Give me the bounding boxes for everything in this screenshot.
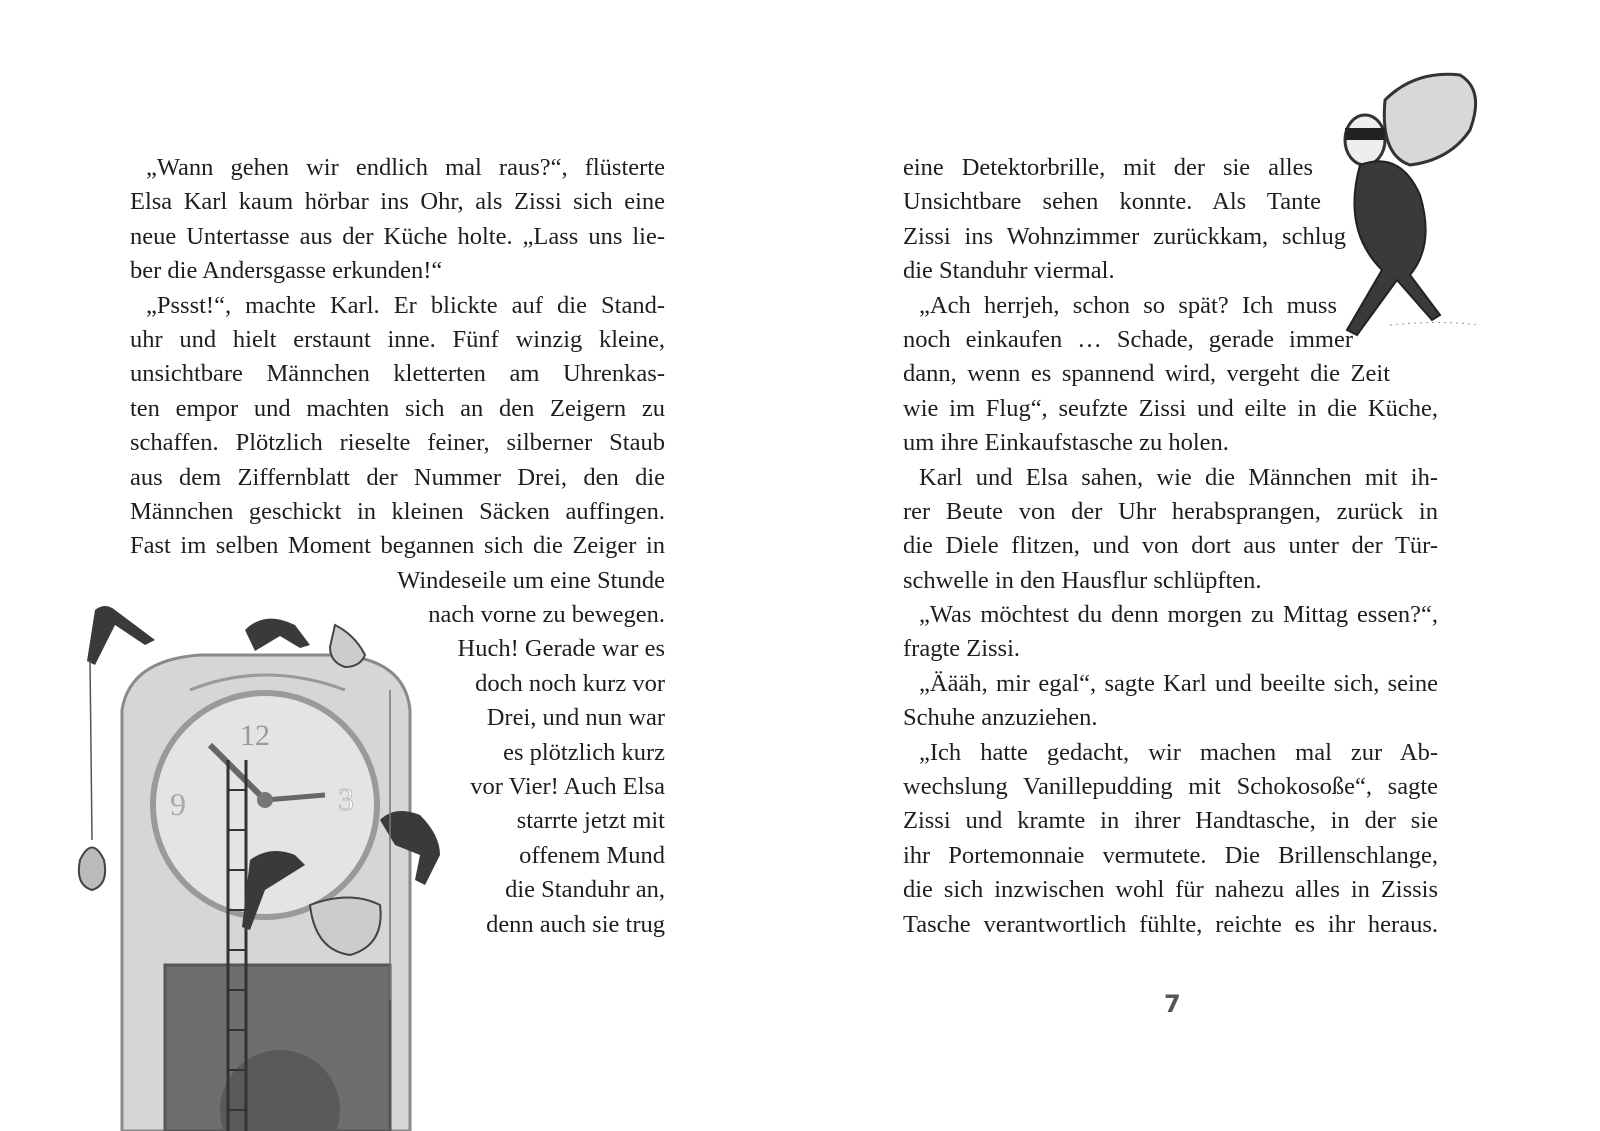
text-line: eine Detektorbrille, mit der sie alles xyxy=(903,154,1313,181)
text-line: „Ich hatte gedacht, wir machen mal zur Ab- xyxy=(919,738,1438,766)
text-line: die sich inzwischen wohl für nahezu alles in Zissis xyxy=(903,876,1438,904)
text-line: Zissi und kramte in ihrer Handtasche, in der sie xyxy=(903,807,1438,835)
text-line: dann, wenn es spannend wird, vergeht die Zeit xyxy=(903,360,1390,388)
text-line: es plötzlich kurz xyxy=(503,738,665,766)
text-line: denn auch sie trug xyxy=(486,910,665,938)
text-line: nach vorne zu bewegen. xyxy=(428,601,665,629)
text-line: „Äääh, mir egal“, sagte Karl und beeilte sich, seine xyxy=(919,669,1438,697)
clock-number-9: 9 xyxy=(170,786,186,822)
text-line: neue Untertasse aus der Küche holte. „Lass uns lie- xyxy=(130,222,665,250)
text-line: rer Beute von der Uhr herabsprangen, zurück in xyxy=(903,497,1438,525)
text-line: offenem Mund xyxy=(519,841,665,869)
text-line: noch einkaufen … Schade, gerade immer xyxy=(903,325,1353,353)
text-line: die Standuhr viermal. xyxy=(903,257,1115,285)
text-line: Huch! Gerade war es xyxy=(457,635,665,663)
text-line: Schuhe anzuziehen. xyxy=(903,704,1098,732)
text-line: fragte Zissi. xyxy=(903,635,1021,663)
text-line: Drei, und nun war xyxy=(486,704,665,732)
text-line: ihr Portemonnaie vermutete. Die Brillenschlange, xyxy=(903,841,1438,869)
text-line: unsichtbare Männchen kletterten am Uhrenkas- xyxy=(130,360,665,388)
text-line: Karl und Elsa sahen, wie die Männchen mit ih- xyxy=(919,463,1438,491)
clock-number-3: 3 xyxy=(338,781,354,817)
text-line: wechslung Vanillepudding mit Schokosoße“, sagte xyxy=(903,773,1438,801)
text-line: Windeseile um eine Stunde xyxy=(397,566,665,594)
text-line: aus dem Ziffernblatt der Nummer Drei, den die xyxy=(130,463,665,491)
text-line: schwelle in den Hausflur schlüpften. xyxy=(903,566,1262,594)
text-line: ber die Andersgasse erkunden!“ xyxy=(130,257,443,285)
text-line: Männchen geschickt in kleinen Säcken auffingen. xyxy=(130,497,665,525)
right-page-text xyxy=(903,151,1438,942)
text-line: uhr und hielt erstaunt inne. Fünf winzig kleine, xyxy=(130,325,665,353)
text-line: die Standuhr an, xyxy=(505,876,665,904)
text-line: „Wann gehen wir endlich mal raus?“, flüsterte xyxy=(146,154,665,181)
text-line: „Pssst!“, machte Karl. Er blickte auf die Stand- xyxy=(146,291,665,319)
page-number: 7 xyxy=(1164,990,1181,1018)
text-line: die Diele flitzen, und von dort aus unter der Tür- xyxy=(903,532,1438,560)
left-page-text xyxy=(130,151,665,942)
text-line: starrte jetzt mit xyxy=(516,807,665,835)
text-line: doch noch kurz vor xyxy=(475,669,665,697)
text-line: vor Vier! Auch Elsa xyxy=(470,773,665,801)
text-line: „Ach herrjeh, schon so spät? Ich muss xyxy=(919,291,1337,319)
text-line: Tasche verantwortlich fühlte, reichte es ihr heraus. xyxy=(903,910,1438,938)
text-line: Unsichtbare sehen konnte. Als Tante xyxy=(903,188,1321,216)
text-line: Zissi ins Wohnzimmer zurückkam, schlug xyxy=(903,222,1346,250)
text-line: Fast im selben Moment begannen sich die Zeiger in xyxy=(130,532,665,560)
text-line: „Was möchtest du denn morgen zu Mittag essen?“, xyxy=(919,601,1438,629)
clock-number-12: 12 xyxy=(240,719,270,752)
text-line: schaffen. Plötzlich rieselte feiner, silberner Staub xyxy=(130,429,665,457)
text-line: um ihre Einkaufstasche zu holen. xyxy=(903,429,1229,457)
text-line: wie im Flug“, seufzte Zissi und eilte in die Küche, xyxy=(903,394,1438,422)
text-line: ten empor und machten sich an den Zeigern zu xyxy=(130,394,665,422)
text-line: Elsa Karl kaum hörbar ins Ohr, als Zissi sich eine xyxy=(130,188,665,216)
